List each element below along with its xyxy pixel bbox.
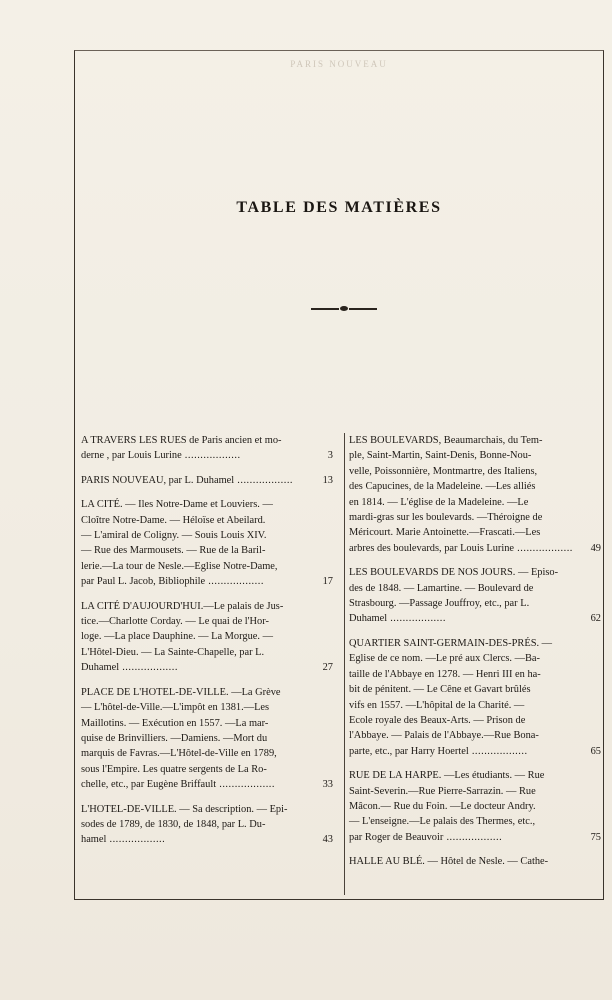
toc-page-number: 65 xyxy=(590,745,601,757)
toc-entry-line: LA CITÉ D'AUJOURD'HUI.—Le palais de Jus- xyxy=(81,600,284,612)
toc-entry-text: arbres des boulevards, par Louis Lurine xyxy=(349,542,515,554)
toc-entry-line: RUE DE LA HARPE. —Les étudiants. — Rue xyxy=(349,770,545,782)
toc-entry-line: LES BOULEVARDS, Beaumarchais, du Tem- xyxy=(349,435,543,446)
toc-entry-line: Saint-Severin.—Rue Pierre-Sarrazin. — Rue xyxy=(349,785,536,797)
toc-entry-last-line xyxy=(81,574,333,589)
dot-leader: .................. xyxy=(514,542,573,554)
running-head: PARIS NOUVEAU xyxy=(290,59,388,69)
toc-right-column xyxy=(349,433,603,879)
toc-page-number: 49 xyxy=(590,542,601,554)
toc-entry-line: tice.—Charlotte Corday. — Le quai de l'Hor- xyxy=(81,616,269,628)
toc-entry-line: Cloître Notre-Dame. — Héloïse et Abeilard. xyxy=(81,514,266,526)
toc-entry-text: HALLE AU BLÉ. — Hôtel de Nesle. — Cathe- xyxy=(349,856,549,868)
toc-entry-line: marquis de Favras.—L'Hôtel-de-Ville en 1789, xyxy=(81,748,277,760)
title-ornament xyxy=(311,306,377,312)
toc-entry-text: Duhamel xyxy=(349,613,388,625)
toc-entry-line: taille de l'Abbaye en 1278. — Henri III en ha- xyxy=(349,668,541,680)
toc-entry-last-line xyxy=(349,541,601,556)
toc-page-number: 3 xyxy=(327,450,333,462)
toc-entry-text: derne , par Louis Lurine xyxy=(81,450,182,462)
dot-leader: .................. xyxy=(216,779,275,791)
toc-entry-line: LES BOULEVARDS DE NOS JOURS. — Episo- xyxy=(349,567,559,579)
toc-entry-line: PLACE DE L'HOTEL-DE-VILLE. —La Grève xyxy=(81,686,281,698)
toc-columns xyxy=(81,433,601,895)
toc-entry-line: L'Hôtel-Dieu. — La Sainte-Chapelle, par L. xyxy=(81,646,265,658)
toc-left-column xyxy=(81,433,335,857)
toc-entry-last-line xyxy=(349,854,601,869)
dot-leader: .................. xyxy=(468,745,528,757)
toc-entry-text: par Roger de Beauvoir xyxy=(349,831,444,843)
toc-entry-line: LA CITÉ. — Iles Notre-Dame et Louviers. — xyxy=(81,499,273,511)
toc-entry xyxy=(349,565,603,627)
toc-entry-line: des de 1848. — Lamartine. — Boulevard de xyxy=(349,582,534,594)
toc-entry-line: Strasbourg. —Passage Jouffroy, etc., par L. xyxy=(349,598,530,610)
toc-entry-line: bit de pénitent. — Le Cêne et Gavart brûlés xyxy=(349,684,531,696)
dot-leader: .................. xyxy=(234,474,294,486)
dot-leader: .................. xyxy=(443,831,503,843)
toc-entry-line: mardi-gras sur les boulevards. —Théroigne de xyxy=(349,512,543,524)
toc-entry-line: — L'amiral de Coligny. — Souis Louis XIV. xyxy=(81,530,267,542)
toc-entry-line: L'HOTEL-DE-VILLE. — Sa description. — Epi- xyxy=(81,803,288,815)
toc-entry-line: — Rue des Marmousets. — Rue de la Baril- xyxy=(81,545,266,557)
page-title: TABLE DES MATIÈRES xyxy=(236,199,442,216)
toc-page-number: 13 xyxy=(322,474,333,486)
toc-entry xyxy=(349,433,603,556)
toc-entry xyxy=(81,497,335,589)
toc-entry xyxy=(349,854,603,869)
toc-entry xyxy=(81,599,335,676)
toc-page-number: 33 xyxy=(322,779,333,791)
toc-entry-line: velle, Poissonnière, Montmartre, des Italiens, xyxy=(349,465,538,477)
toc-entry-line: Eglise de ce nom. —Le pré aux Clercs. —Ba- xyxy=(349,653,541,665)
toc-entry-last-line xyxy=(349,830,601,845)
toc-entry-line: loge. —La place Dauphine. — La Morgue. — xyxy=(81,631,273,643)
toc-entry-line: Méricourt. Marie Antoinette.—Frascati.—Les xyxy=(349,527,541,539)
toc-entry-text: parte, etc., par Harry Hoertel xyxy=(349,745,469,757)
toc-entry-line: A TRAVERS LES RUES de Paris ancien et mo- xyxy=(81,435,282,446)
toc-entry-line: — L'hôtel-de-Ville.—L'impôt en 1381.—Les xyxy=(81,702,270,714)
toc-entry-line: Maillotins. — Exécution en 1557. —La mar- xyxy=(81,717,269,729)
toc-entry-text: hamel xyxy=(81,834,107,846)
toc-entry xyxy=(81,802,335,848)
toc-entry-line: — L'enseigne.—Le palais des Thermes, etc., xyxy=(349,816,536,828)
toc-entry-line: Mâcon.— Rue du Foin. —Le docteur Andry. xyxy=(349,800,536,812)
toc-entry-last-line xyxy=(81,448,333,463)
toc-page-number: 17 xyxy=(322,576,333,588)
toc-entry-line: sous l'Empire. Les quatre sergents de La Ro- xyxy=(81,763,267,775)
toc-entry-line: l'Abbaye. — Palais de l'Abbaye.—Rue Bona- xyxy=(349,730,539,742)
toc-entry-line: QUARTIER SAINT-GERMAIN-DES-PRÉS. — xyxy=(349,637,553,649)
toc-entry-line: en 1814. — L'église de la Madeleine. —Le xyxy=(349,496,529,508)
toc-entry-last-line xyxy=(349,744,601,759)
toc-entry-line: ple, Saint-Martin, Saint-Denis, Bonne-Nou- xyxy=(349,450,532,462)
dot-leader: .................. xyxy=(205,576,264,588)
toc-page-number: 75 xyxy=(590,831,601,843)
column-divider xyxy=(344,433,345,895)
toc-entry-line: Ecole royale des Beaux-Arts. — Prison de xyxy=(349,714,526,726)
dot-leader: .................. xyxy=(387,613,446,625)
toc-entry-line: sodes de 1789, de 1830, de 1848, par L. Du- xyxy=(81,818,266,830)
toc-entry-last-line xyxy=(349,611,601,626)
dot-leader: .................. xyxy=(119,662,178,674)
toc-page-number: 62 xyxy=(590,613,601,625)
toc-entry xyxy=(81,685,335,793)
dot-leader: .................. xyxy=(181,450,241,462)
toc-entry-last-line xyxy=(81,473,333,488)
toc-entry-text: PARIS NOUVEAU, par L. Duhamel xyxy=(81,474,235,486)
toc-entry-text: par Paul L. Jacob, Bibliophile xyxy=(81,576,206,588)
toc-entry xyxy=(81,433,335,464)
page-frame xyxy=(74,50,604,900)
toc-entry-last-line xyxy=(81,660,333,675)
toc-entry-last-line xyxy=(81,832,333,847)
toc-entry xyxy=(349,636,603,759)
toc-entry xyxy=(349,768,603,845)
toc-entry-line: lerie.—La tour de Nesle.—Eglise Notre-Dame, xyxy=(81,560,278,572)
dot-leader: .................. xyxy=(106,834,166,846)
toc-page-number: 43 xyxy=(322,834,333,846)
toc-entry-text: chelle, etc., par Eugène Briffault xyxy=(81,779,217,791)
toc-entry-last-line xyxy=(81,777,333,792)
toc-entry xyxy=(81,473,335,488)
toc-entry-line: vifs en 1557. —L'hôpital de la Charité. — xyxy=(349,699,525,711)
toc-entry-text: Duhamel xyxy=(81,662,120,674)
toc-entry-line: quise de Brinvilliers. —Damiens. —Mort du xyxy=(81,732,268,744)
toc-entry-line: des Capucines, de la Madeleine. —Les alliés xyxy=(349,481,536,493)
toc-page-number: 27 xyxy=(322,662,333,674)
